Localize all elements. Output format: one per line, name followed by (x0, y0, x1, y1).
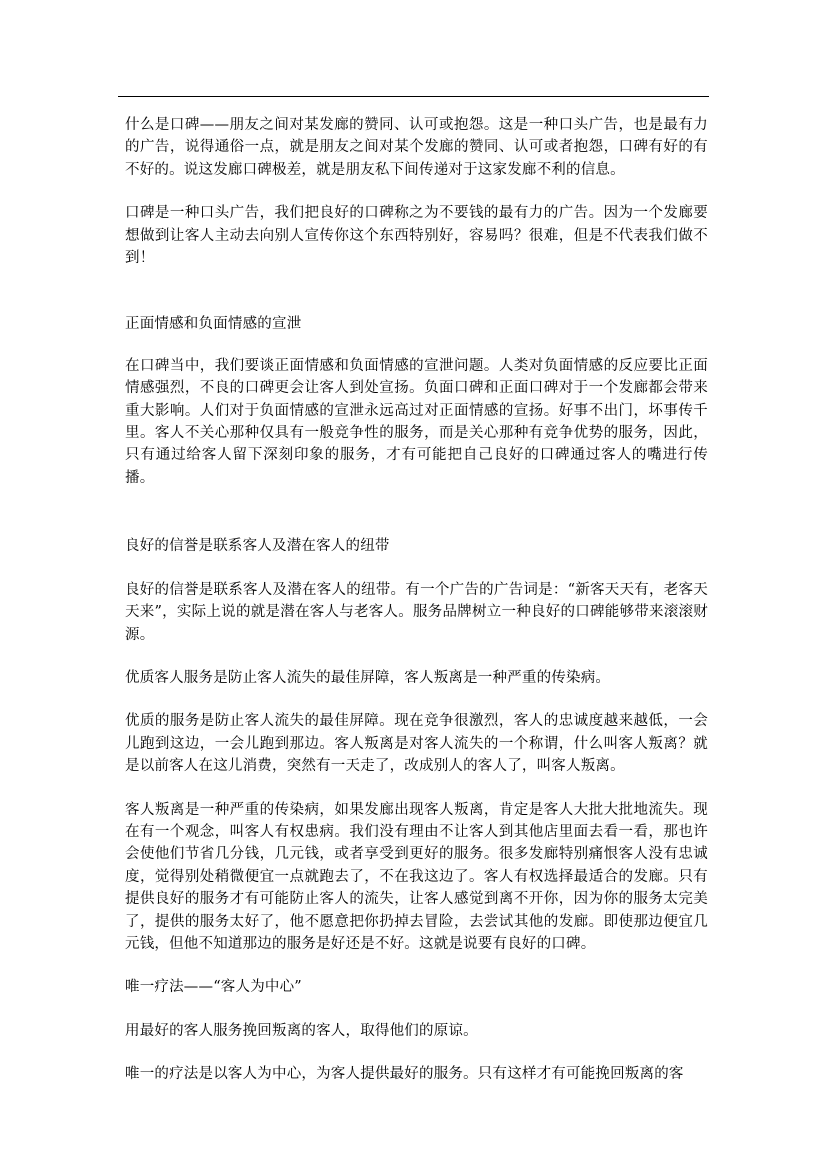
section-heading-1: 正面情感和负面情感的宣泄 (125, 316, 302, 333)
paragraph-8: 唯一疗法——“客人为中心” (125, 979, 302, 996)
section-heading-2: 良好的信誉是联系客人及潜在客人的纽带 (125, 538, 390, 555)
header-rule (118, 96, 709, 97)
paragraph-6: 优质的服务是防止客人流失的最佳屏障。现在竞争很激烈，客人的忠诚度越来越低，一会儿跑到这边，一会儿跑到那边。客人叛离是对客人流失的一个称谓，什么叫客人叛离？就是以前客人在这儿消费，突然有一天走了，改成别人的客人了，叫客人叛离。 (125, 713, 708, 775)
paragraph-4: 良好的信誉是联系客人及潜在客人的纽带。有一个广告的广告词是：“新客天天有，老客天天来”，实际上说的就是潜在客人与老客人。服务品牌树立一种良好的口碑能够带来滚滚财源。 (125, 581, 708, 643)
paragraph-7: 客人叛离是一种严重的传染病，如果发廊出现客人叛离，肯定是客人大批大批地流失。现在有一个观念，叫客人有权患病。我们没有理由不让客人到其他店里面去看一看，那也许会使他们节省几分钱，几元钱，或者享受到更好的服务。很多发廊特别痛恨客人没有忠诚度，觉得别处稍微便宜一点就跑去了，不在我这边了。客人有权选择最适合的发廊。只有提供良好的服务才有可能防止客人的流失，让客人感觉到离不开你，因为你的服务太完美了，提供的服务太好了，他不愿意把你扔掉去冒险，去尝试其他的发廊。即使那边便宜几元钱，但他不知道那边的服务是好还是不好。这就是说要有良好的口碑。 (125, 801, 708, 952)
paragraph-5: 优质客人服务是防止客人流失的最佳屏障，客人叛离是一种严重的传染病。 (125, 669, 611, 686)
document-body (125, 114, 708, 1086)
paragraph-9: 用最好的客人服务挽回叛离的客人，取得他们的原谅。 (125, 1022, 478, 1039)
paragraph-2: 口碑是一种口头广告，我们把良好的口碑称之为不要钱的最有力的广告。因为一个发廊要想做到让客人主动去向别人宣传你这个东西特别好，容易吗？很难，但是不代表我们做不到！ (125, 205, 708, 267)
paragraph-3: 在口碑当中，我们要谈正面情感和负面情感的宣泄问题。人类对负面情感的反应要比正面情感强烈，不良的口碑更会让客人到处宣扬。负面口碑和正面口碑对于一个发廊都会带来重大影响。人们对于负面情感的宣泄永远高过对正面情感的宣扬。好事不出门，坏事传千里。客人不关心那种仅具有一般竞争性的服务，而是关心那种有竞争优势的服务，因此，只有通过给客人留下深刻印象的服务，才有可能把自己良好的口碑通过客人的嘴进行传播。 (125, 357, 708, 486)
paragraph-1: 什么是口碑——朋友之间对某发廊的赞同、认可或抱怨。这是一种口头广告，也是最有力的广告，说得通俗一点，就是朋友之间对某个发廊的赞同、认可或者抱怨，口碑有好的有不好的。说这发廊口碑极差，就是朋友私下间传递对于这家发廊不利的信息。 (125, 117, 708, 178)
paragraph-10: 唯一的疗法是以客人为中心，为客人提供最好的服务。只有这样才有可能挽回叛离的客 (125, 1066, 684, 1083)
